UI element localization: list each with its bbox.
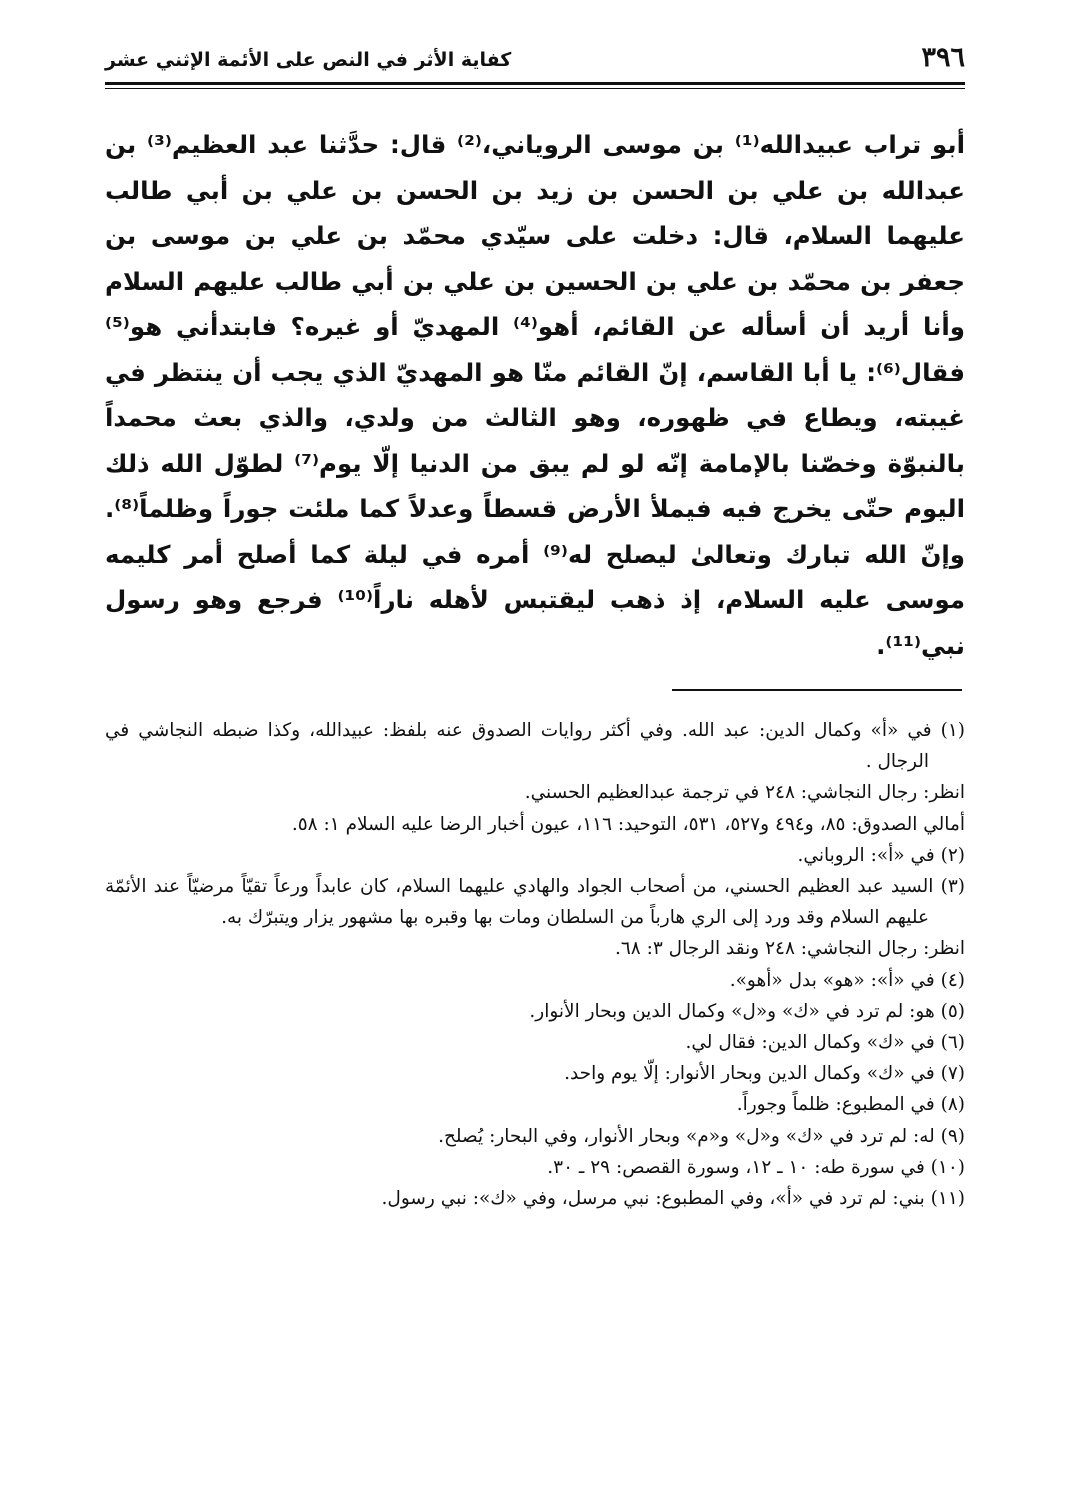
footnote-9: (٩) له: لم ترد في «ك» و«ل» و«م» وبحار الأنوار، وفي البحار: يُصلح. bbox=[438, 1125, 965, 1147]
footnotes bbox=[105, 715, 965, 1214]
main-text bbox=[105, 122, 965, 668]
body-paragraph: أبو تراب عبيدالله⁽¹⁾ بن موسى الروياني،⁽²⁾ قال: حدَّثنا عبد العظيم⁽³⁾ بن عبدالله بن علي بن الحسن بن زيد بن الحسن بن علي بن أبي طالب عليهما السلام، قال: دخلت على سيّدي محمّد بن علي بن موسى بن جعفر بن محمّد بن علي بن الحسين بن علي بن أبي طالب عليهم السلام وأنا أريد أن أسأله عن القائم، أهو⁽⁴⁾ المهديّ أو غيره؟ فابتدأني هو⁽⁵⁾ فقال⁽⁶⁾: يا أبا القاسم، إنّ القائم منّا هو المهديّ الذي يجب أن ينتظر في غيبته، ويطاع في ظهوره، وهو الثالث من ولدي، والذي بعث محمداً بالنبوّة وخصّنا بالإمامة إنّه لو لم يبق من الدنيا إلّا يوم⁽⁷⁾ لطوّل الله ذلك اليوم حتّى يخرج فيه فيملأ الأرض قسطاً وعدلاً كما ملئت جوراً وظلماً⁽⁸⁾. وإنّ الله تبارك وتعالىٰ ليصلح له⁽⁹⁾ أمره في ليلة كما أصلح أمر كليمه موسى عليه السلام، إذ ذهب ليقتبس لأهله ناراً⁽¹⁰⁾ فرجع وهو رسول نبي⁽¹¹⁾. bbox=[105, 130, 966, 660]
footnote-1-sources: أمالي الصدوق: ٨٥، و٤٩٤ و٥٢٧، ٥٣١، التوحيد: ١١٦، عيون أخبار الرضا عليه السلام ١: ٥٨. bbox=[291, 813, 965, 835]
footnote-2: (٢) في «أ»: الروباني. bbox=[797, 844, 965, 866]
footnote-4: (٤) في «أ»: «هو» بدل «أهو». bbox=[729, 969, 965, 991]
footnote-3: (٣) السيد عبد العظيم الحسني، من أصحاب الجواد والهادي عليهما السلام، كان عابداً ورعاً تقيّاً مرضيّاً عند الأئمّة عليهم السلام وقد ورد إلى الري هارباً من السلطان ومات بها وقبره بها مشهور يزار ويتبرّك به. bbox=[105, 876, 965, 929]
footnote-5: (٥) هو: لم ترد في «ك» و«ل» وكمال الدين وبحار الأنوار. bbox=[529, 1000, 965, 1022]
footnote-1: (١) في «أ» وكمال الدين: عبد الله. وفي أكثر روايات الصدوق عنه بلفظ: عبيدالله، وكذا ضبطه النجاشي في الرجال . bbox=[105, 720, 965, 773]
footnote-separator bbox=[672, 689, 962, 691]
running-title: كفاية الأثر في النص على الأئمة الإثني عشر bbox=[105, 49, 512, 71]
footnote-11: (١١) بني: لم ترد في «أ»، وفي المطبوع: نبي مرسل، وفي «ك»: نبي رسول. bbox=[381, 1188, 965, 1210]
footnote-1-reference: انظر: رجال النجاشي: ٢٤٨ في ترجمة عبدالعظيم الحسني. bbox=[524, 782, 965, 804]
footnote-7: (٧) في «ك» وكمال الدين وبحار الأنوار: إلّا يوم واحد. bbox=[564, 1063, 965, 1085]
footnote-10: (١٠) في سورة طه: ١٠ ـ ١٢، وسورة القصص: ٢٩ ـ ٣٠. bbox=[547, 1156, 965, 1178]
header-rule-thin bbox=[105, 88, 965, 89]
footnote-3-reference: انظر: رجال النجاشي: ٢٤٨ ونقد الرجال ٣: ٦٨. bbox=[614, 938, 965, 960]
page-number: ٣٩٦ bbox=[921, 42, 965, 73]
header-rule-thick bbox=[105, 82, 965, 85]
page-header bbox=[105, 40, 965, 78]
footnote-8: (٨) في المطبوع: ظلماً وجوراً. bbox=[736, 1094, 965, 1116]
footnote-6: (٦) في «ك» وكمال الدين: فقال لي. bbox=[685, 1032, 965, 1054]
